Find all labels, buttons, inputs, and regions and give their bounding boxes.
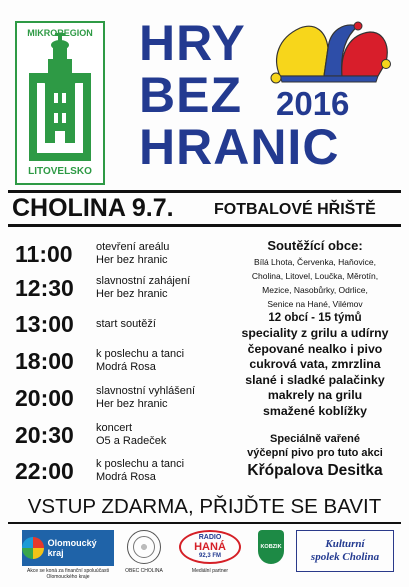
program-desc-line1: slavnostní zahájení [96, 275, 191, 287]
partner-olomoucky-kraj [22, 530, 114, 580]
mikroregion-litovelsko-logo [15, 21, 105, 185]
partner-kulturni-spolek [296, 530, 394, 572]
program-desc-line2: Modrá Rosa [96, 471, 156, 483]
olomoucky-caption-line1: Akce se koná za finanční spoluúčasti [27, 568, 109, 574]
title-line-1: HRY [139, 15, 246, 71]
program-time: 18:00 [15, 348, 74, 374]
jester-hat-icon [266, 18, 394, 84]
program-desc-line1: k poslechu a tanci [96, 458, 185, 470]
program-desc-line1: slavnostní vyhlášení [96, 385, 196, 397]
free-entry-slogan: VSTUP ZDARMA, PŘIJĎTE SE BAVIT [27, 495, 382, 518]
program-time: 22:00 [15, 458, 74, 484]
radio-hana-line2: HANÁ [194, 541, 226, 553]
competition-count: 12 obcí - 15 týmů [268, 312, 362, 324]
program-time: 12:30 [15, 275, 74, 301]
beer-note-line2: výčepní pivo pro tuto akci [247, 447, 383, 459]
program-desc-line2: Her bez hranic [96, 398, 168, 410]
beer-note [226, 432, 404, 460]
radio-hana-caption: Mediální partner [191, 568, 229, 574]
olomoucky-kraj-logo-icon [22, 537, 44, 559]
competition-heading: Soutěžící obce: [267, 238, 363, 253]
program-desc-line2: Her bez hranic [96, 254, 168, 266]
location-venue: FOTBALOVÉ HŘIŠTĚ [214, 201, 376, 218]
olomoucky-caption-line2: Olomouckého kraje [46, 574, 90, 580]
title-line-3: HRANIC [139, 119, 340, 175]
food-item: makrely na grilu [267, 388, 363, 402]
food-list [226, 326, 404, 419]
program-desc-line1: k poslechu a tanci [96, 348, 185, 360]
program-desc-line1: start soutěží [96, 317, 156, 330]
obec-cholina-caption: OBEC CHOLINA [125, 568, 163, 574]
radio-hana-logo [179, 530, 241, 564]
competition-towns [226, 255, 404, 297]
program-desc-line2: O5 a Radeček [96, 435, 167, 447]
towns-line: Cholina, Litovel, Loučka, Měrotín, [251, 271, 379, 281]
obec-cholina-seal-icon [127, 530, 161, 564]
food-item: čepované nealko i pivo [247, 341, 383, 356]
food-item: smažené koblížky [263, 403, 367, 418]
program-desc-line2: Her bez hranic [96, 288, 168, 300]
program-desc-line1: koncert [96, 422, 133, 434]
towns-line: Senice na Hané, Vilémov [267, 299, 363, 309]
food-item: speciality z grilu a udírny [241, 326, 389, 340]
partner-kobzik [255, 530, 287, 564]
beer-note-line1: Speciálně vařené [270, 433, 360, 445]
competition-towns-last [226, 297, 404, 311]
spolek-line2: spolek Cholina [310, 551, 380, 563]
program-time: 20:00 [15, 385, 74, 411]
title-line-2: BEZ [139, 67, 242, 123]
food-item: slané i sladké palačinky [245, 372, 385, 387]
kobzik-shield-icon [258, 530, 284, 564]
beer-name: Křópalova Desitka [247, 462, 383, 479]
location-town-date: CHOLINA 9.7. [12, 194, 174, 222]
spolek-line1: Kulturní [325, 538, 365, 550]
divider-bottom [8, 522, 401, 524]
program-desc-line1: otevření areálu [96, 241, 170, 253]
program-time: 11:00 [15, 241, 73, 267]
partner-radio-hana [178, 530, 242, 574]
olomoucky-kraj-name: Olomoucký kraj [47, 538, 97, 558]
logo-bottom-label: LITOVELSKO [28, 166, 92, 177]
program-time: 20:30 [15, 422, 74, 448]
program-time: 13:00 [15, 311, 74, 337]
partner-obec-cholina [122, 530, 166, 574]
program-desc-line2: Modrá Rosa [96, 361, 156, 373]
divider-top [8, 190, 401, 193]
towns-line: Bílá Lhota, Červenka, Haňovice, [254, 257, 376, 267]
divider-middle [8, 224, 401, 227]
kobzik-label: KOBZIK [260, 544, 282, 550]
radio-hana-line3: 92,3 FM [198, 553, 221, 559]
title-year: 2016 [276, 85, 350, 122]
towns-line: Mezice, Nasobůrky, Odrlice, [262, 285, 368, 295]
logo-top-label: MIKROREGION [27, 28, 93, 38]
food-item: cukrová vata, zmrzlina [249, 357, 381, 371]
radio-hana-line1: RADIO [198, 534, 222, 541]
